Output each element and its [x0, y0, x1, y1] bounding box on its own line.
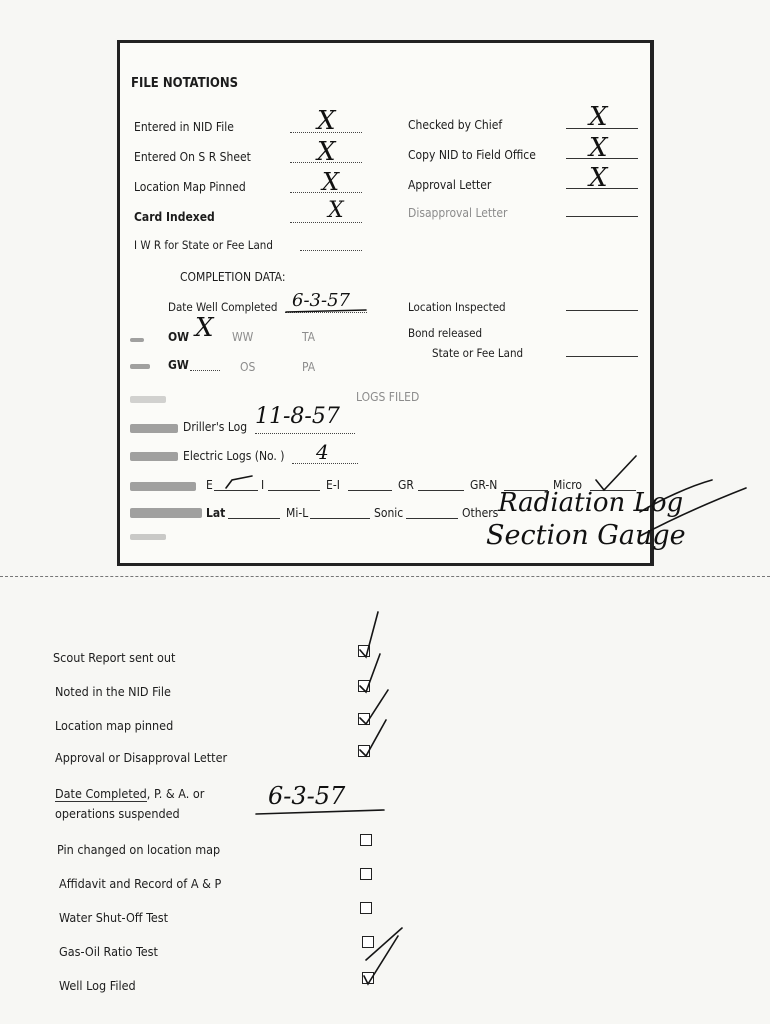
gas-oil-stroke	[366, 928, 402, 960]
log-type-others: Others	[462, 506, 499, 520]
others-handwritten-section: Section Gauge	[486, 520, 686, 551]
checklist-scout-report-label: Scout Report sent out	[53, 650, 176, 665]
electric-logs-label: Electric Logs (No. )	[183, 449, 285, 463]
gw-label: GW	[168, 358, 189, 372]
checklist-pin-changed-label: Pin changed on location map	[57, 842, 221, 857]
bond-released-label: Bond released	[408, 326, 483, 340]
log-type-ei: E-I	[326, 478, 340, 492]
checked-by-chief-label: Checked by Chief	[408, 118, 503, 132]
checklist-well-log-label: Well Log Filed	[59, 978, 136, 993]
date-completed-value: 6-3-57	[292, 290, 350, 311]
ta-label: TA	[302, 330, 316, 344]
ow-label: OW	[168, 330, 190, 344]
checklist-approval-label: Approval or Disapproval Letter	[55, 750, 228, 765]
checklist-affidavit-label: Affidavit and Record of A & P	[59, 876, 222, 891]
log-type-i: I	[261, 478, 265, 492]
checklist-date-completed-value: 6-3-57	[268, 782, 346, 810]
checked-by-chief-mark: X	[589, 102, 608, 132]
e-log-check-mark	[226, 476, 252, 488]
log-type-micro: Micro	[553, 478, 583, 492]
os-label: OS	[240, 360, 256, 374]
location-map-pinned-mark: X	[322, 168, 340, 196]
log-type-sonic: Sonic	[374, 506, 404, 520]
ow-mark: X	[195, 313, 214, 343]
disapproval-letter-label: Disapproval Letter	[408, 206, 508, 220]
drillers-log-label: Driller's Log	[183, 420, 248, 434]
location-map-check-mark	[360, 690, 388, 724]
micro-check-mark	[596, 456, 636, 490]
iwr-state-fee-label: I W R for State or Fee Land	[134, 238, 273, 252]
drillers-log-value: 11-8-57	[255, 404, 340, 429]
pa-label: PA	[302, 360, 316, 374]
approval-letter-label: Approval Letter	[408, 178, 492, 192]
checklist-operations-suspended-label: operations suspended	[55, 806, 180, 821]
state-or-fee-label: State or Fee Land	[432, 346, 524, 360]
well-log-check-mark	[364, 936, 398, 984]
copy-nid-field-office-label: Copy NID to Field Office	[408, 148, 536, 162]
others-handwritten-radiation: Radiation Log	[498, 488, 684, 518]
entered-nid-file-label: Entered in NID File	[134, 120, 234, 134]
scout-report-check-mark	[360, 612, 378, 657]
checklist-location-map-label: Location map pinned	[55, 718, 174, 733]
logs-filed-heading: LOGS FILED	[356, 390, 420, 404]
checklist-noted-nid-label: Noted in the NID File	[55, 684, 171, 699]
entered-sr-sheet-label: Entered On S R Sheet	[134, 150, 251, 164]
checklist-gas-oil-label: Gas-Oil Ratio Test	[59, 944, 158, 959]
checklist-water-shutoff-label: Water Shut-Off Test	[59, 910, 169, 925]
approval-letter-mark: X	[589, 163, 608, 193]
date-completed-label: Date Well Completed	[168, 300, 278, 314]
noted-nid-check-mark	[360, 654, 380, 692]
log-type-gr: GR	[398, 478, 414, 492]
location-map-pinned-label: Location Map Pinned	[134, 180, 246, 194]
date-completed-underline	[256, 810, 384, 814]
signature-flourish	[640, 480, 746, 536]
ww-label: WW	[232, 330, 254, 344]
log-type-mil: Mi-L	[286, 506, 309, 520]
copy-nid-field-office-mark: X	[589, 133, 608, 163]
card-indexed-label: Card Indexed	[134, 210, 215, 224]
entered-nid-file-mark: X	[317, 106, 336, 136]
date-underline	[286, 310, 366, 312]
card-indexed-mark: X	[328, 198, 344, 223]
entered-sr-sheet-mark: X	[317, 137, 336, 167]
approval-check-mark	[360, 720, 386, 756]
log-type-e: E	[206, 478, 213, 492]
log-type-grn: GR-N	[470, 478, 498, 492]
electric-logs-value: 4	[316, 440, 329, 464]
file-notations-heading: FILE NOTATIONS	[131, 76, 239, 91]
location-inspected-label: Location Inspected	[408, 300, 506, 314]
completion-data-heading: COMPLETION DATA:	[180, 270, 286, 284]
checklist-date-completed-label: Date Completed, P. & A. or	[55, 786, 205, 801]
log-type-lat: Lat	[206, 506, 226, 520]
